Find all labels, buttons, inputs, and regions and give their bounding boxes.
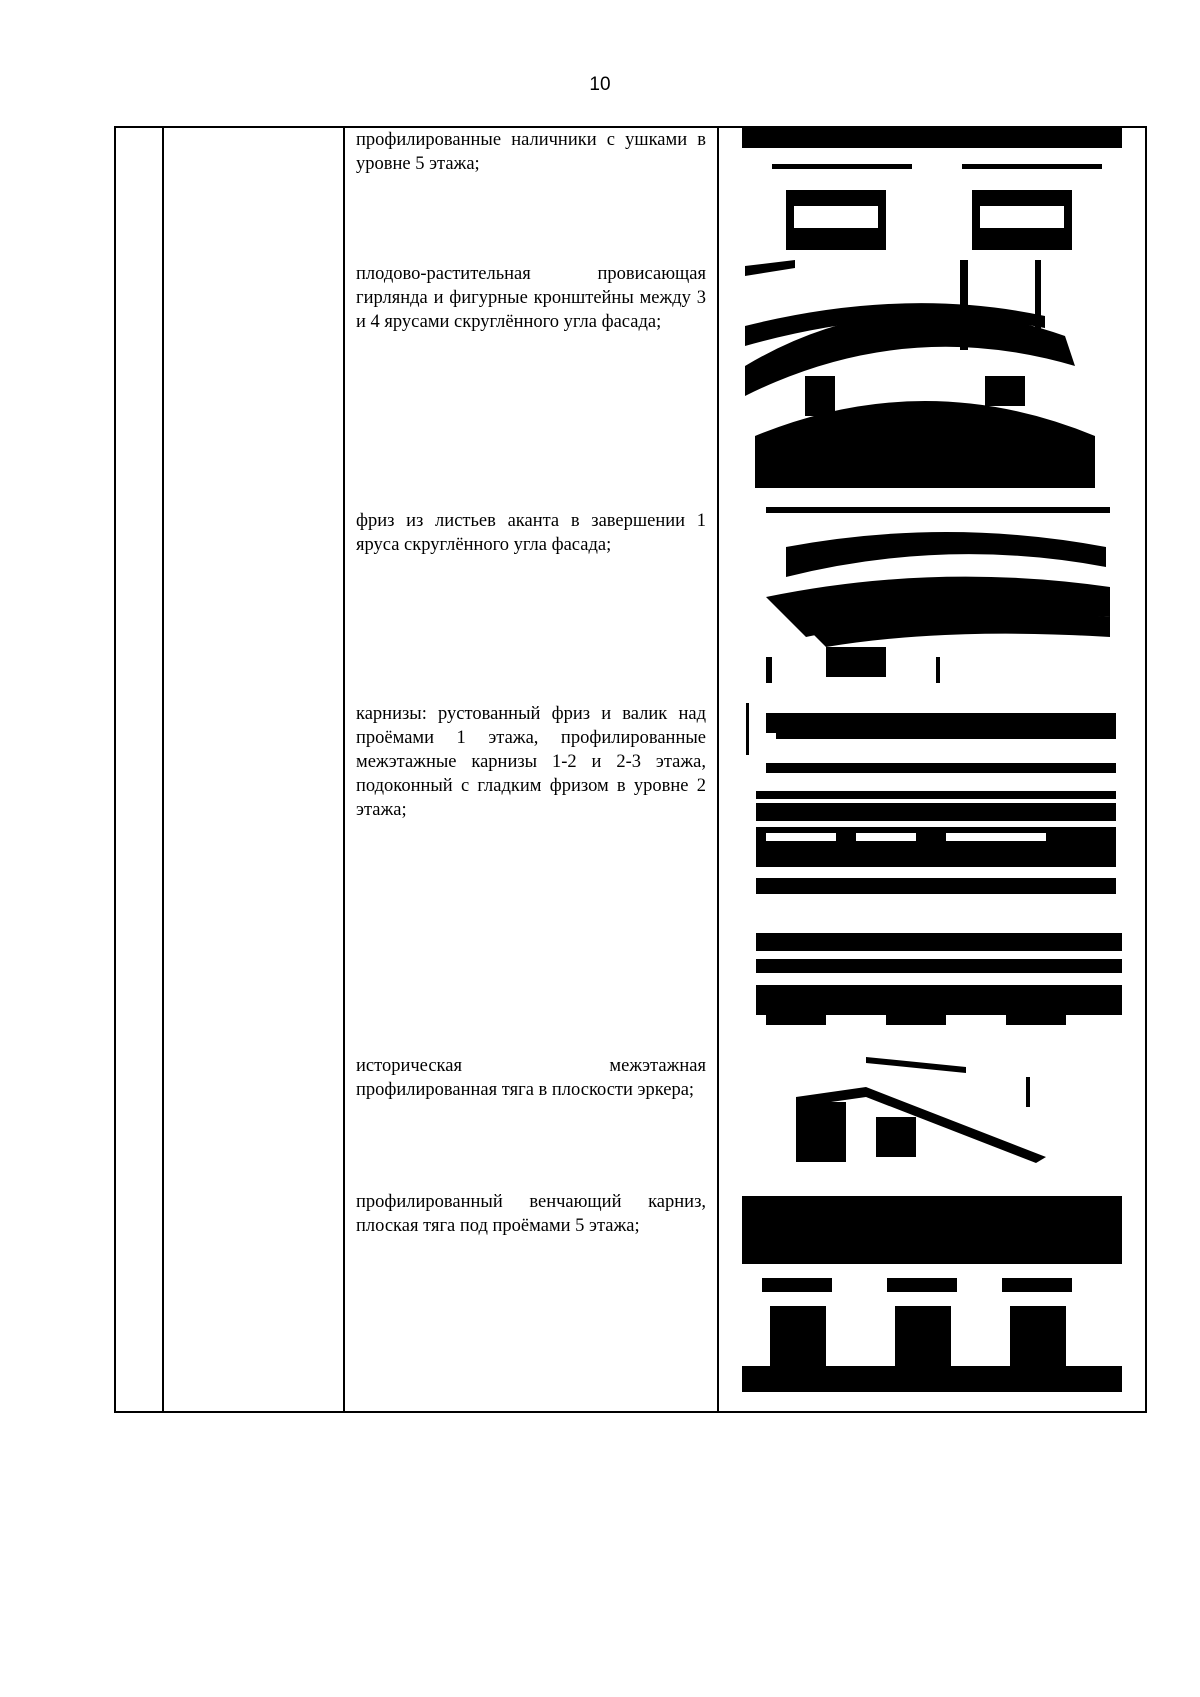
window-trims-photo-icon xyxy=(742,128,1122,253)
table-column-divider xyxy=(343,126,345,1413)
list-item-text: плодово-растительная провисающая гирлянда и фигурные кронштейны между 3 и 4 ярусами скруглённого угла фасада; xyxy=(356,264,706,332)
page-number: 10 xyxy=(589,74,611,95)
list-item-text: историческая межэтажная профилированная тяга в плоскости эркера; xyxy=(356,1056,706,1100)
crowning-cornice-photo-icon xyxy=(742,1196,1122,1392)
list-item-text: профилированный венчающий карниз, плоская тяга под проёмами 5 этажа; xyxy=(356,1192,706,1236)
bay-window-molding-photo-icon xyxy=(786,1047,1066,1167)
acanthus-frieze-photo-icon xyxy=(766,507,1110,683)
cornices-photo-icon xyxy=(746,703,1122,1033)
list-item-text: карнизы: рустованный фриз и валик над проёмами 1 этажа, профилированные межэтажные карнизы 1-2 и 2-3 этажа, подоконный с гладким фризом в уровне 2 этажа; xyxy=(356,704,706,820)
table-column-divider xyxy=(162,126,164,1413)
garland-brackets-photo-icon xyxy=(745,256,1115,488)
list-item-text: профилированные наличники с ушками в уровне 5 этажа; xyxy=(356,130,706,174)
table-column-divider xyxy=(717,126,719,1413)
list-item-text: фриз из листьев аканта в завершении 1 яруса скруглённого угла фасада; xyxy=(356,511,706,555)
